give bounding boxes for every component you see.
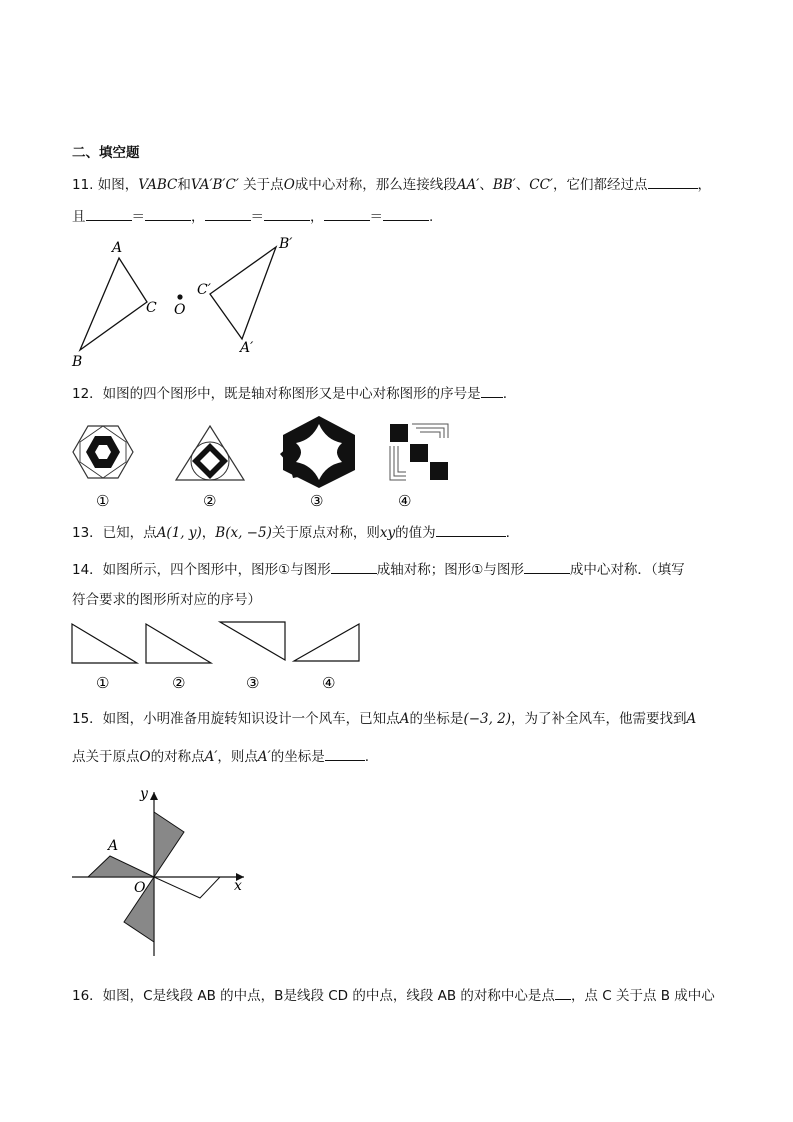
q12-label-1: ① — [96, 492, 110, 510]
q14-line2: 符合要求的图形所对应的序号） — [72, 592, 261, 608]
q12-blank[interactable] — [481, 383, 503, 398]
label-o: O — [134, 880, 146, 896]
q11-blank-3[interactable] — [145, 206, 191, 221]
q15-line2 — [72, 746, 369, 767]
q14-text-b: 成轴对称；图形①与图形 — [376, 562, 524, 578]
y-axis-arrow — [150, 792, 158, 800]
label-b-prime: B′ — [279, 236, 293, 252]
q16-line — [72, 985, 715, 1006]
q11-eq-2: ＝ — [250, 209, 264, 225]
q14-text-a: 14．如图所示，四个图形中，图形①与图形 — [72, 562, 331, 578]
q11-point-o: O — [283, 177, 295, 193]
triangle-abc — [80, 258, 147, 350]
q11-blank-4[interactable] — [205, 206, 251, 221]
q15-figure — [66, 782, 266, 962]
q11-triangle-1: VABC — [138, 177, 178, 193]
q11-blank-2[interactable] — [86, 206, 132, 221]
q15-text-d: 点关于原点 — [72, 749, 140, 765]
q15-coord: (−3, 2) — [463, 711, 512, 727]
q11-blank-6[interactable] — [324, 206, 370, 221]
q15-point-a-prime-2: A′ — [257, 749, 271, 765]
q13-period: . — [505, 525, 510, 541]
label-c-prime: C′ — [197, 282, 211, 298]
point-o-dot — [177, 294, 182, 299]
q12-figures — [60, 410, 480, 510]
q16-text: 16．如图，C是线段 AB 的中点，B是线段 CD 的中点，线段 AB 的对称中心是点 — [72, 988, 555, 1004]
q14-label-4: ④ — [322, 674, 336, 692]
q12-text: 12．如图的四个图形中，既是轴对称图形又是中心对称图形的序号是 — [72, 386, 481, 402]
q11-blank-5[interactable] — [264, 206, 310, 221]
q11-seg-bb: BB′ — [492, 177, 516, 193]
q12-figure-2 — [176, 426, 244, 480]
blade-right-outline — [154, 877, 220, 898]
triangle-abc-prime — [210, 247, 276, 339]
q15-point-o: O — [139, 749, 151, 765]
q15-period: . — [364, 749, 370, 765]
label-x: x — [234, 878, 242, 894]
q15-point-a-2: A — [686, 711, 697, 727]
q11-figure — [60, 232, 320, 372]
q13-point-b: B(x, −5) — [215, 525, 272, 541]
q15-text-b: 的坐标是 — [409, 711, 464, 727]
q14-figures — [60, 618, 380, 698]
q13-text-c: 关于原点对称，则 — [271, 525, 380, 541]
q14-triangle-2 — [146, 624, 211, 663]
q16-text-b: ，点 C 关于点 B 成中心 — [570, 988, 715, 1004]
label-a: A — [108, 838, 119, 854]
section-title: 二、填空题 — [72, 145, 140, 161]
q11-and: 和 — [177, 177, 191, 193]
q12-label-3: ③ — [310, 492, 324, 510]
q11-period: . — [429, 209, 434, 225]
q13-xy: xy — [379, 525, 396, 541]
q14-label-3: ③ — [246, 674, 260, 692]
q11-seg-aa: AA′ — [456, 177, 480, 193]
q15-text-e: 的对称点 — [150, 749, 205, 765]
q11-text-qie: 且 — [72, 209, 86, 225]
q13-line — [72, 522, 510, 543]
q15-point-a-prime: A′ — [204, 749, 218, 765]
label-y: y — [140, 786, 148, 802]
q11-seg-cc: CC′ — [529, 177, 553, 193]
q15-line1 — [72, 709, 696, 729]
q16-blank[interactable] — [555, 985, 571, 1000]
q11-text-d: ，它们都经过点 — [553, 177, 648, 193]
q15-point-a: A — [399, 711, 410, 727]
blade-upper — [154, 812, 184, 877]
q11-sep-1: 、 — [479, 177, 493, 193]
q11-triangle-2: VA′B′C′ — [190, 177, 239, 193]
q13-blank[interactable] — [436, 522, 506, 537]
q14-blank-2[interactable] — [524, 559, 570, 574]
q13-point-a: A(1, y) — [156, 525, 202, 541]
label-b: B — [72, 354, 83, 370]
q11-eq-1: ＝ — [131, 209, 145, 225]
q15-text-g: 的坐标是 — [270, 749, 325, 765]
label-c: C — [146, 300, 157, 316]
q14-triangle-3 — [220, 622, 285, 660]
q14-label-1: ① — [96, 674, 110, 692]
label-a-prime: A′ — [240, 340, 254, 356]
q11-comma-2: ， — [191, 209, 205, 225]
q12-figure-3 — [280, 416, 355, 488]
q12-figure-4 — [390, 424, 448, 480]
q11-line2 — [72, 206, 433, 227]
q12-period: . — [502, 386, 507, 402]
q11-blank-7[interactable] — [383, 206, 429, 221]
q11-text-b: 关于点 — [238, 177, 284, 193]
q13-text-d: 的值为 — [395, 525, 436, 541]
q11-comma: ， — [697, 177, 711, 193]
q13-text-b: ， — [201, 525, 216, 541]
q13-text-a: 13．已知，点 — [72, 525, 157, 541]
q14-text-c: 成中心对称．（填写 — [569, 562, 685, 578]
q11-text-a: 11. 如图， — [72, 177, 139, 193]
q11-comma-3: ， — [310, 209, 324, 225]
q11-eq-3: ＝ — [369, 209, 383, 225]
q14-triangle-4 — [294, 624, 359, 661]
q12-label-4: ④ — [398, 492, 412, 510]
label-a: A — [112, 240, 123, 256]
q12-figure-1 — [73, 426, 133, 478]
q14-triangle-1 — [72, 624, 137, 663]
q11-blank-1[interactable] — [648, 174, 698, 189]
q12-label-2: ② — [203, 492, 217, 510]
q15-blank[interactable] — [325, 746, 365, 761]
blade-left — [88, 856, 154, 877]
q15-text-a: 15．如图，小明准备用旋转知识设计一个风车，已知点 — [72, 711, 400, 727]
q14-label-2: ② — [172, 674, 186, 692]
q11-text-c: 成中心对称，那么连接线段 — [294, 177, 457, 193]
label-o: O — [174, 302, 186, 318]
q14-blank-1[interactable] — [331, 559, 377, 574]
q14-line1 — [72, 559, 685, 580]
q12-line — [72, 383, 507, 404]
q11-line1 — [72, 174, 711, 195]
q15-text-f: ，则点 — [217, 749, 258, 765]
q11-sep-2: 、 — [515, 177, 530, 193]
q15-text-c: ，为了补全风车，他需要找到 — [511, 711, 687, 727]
